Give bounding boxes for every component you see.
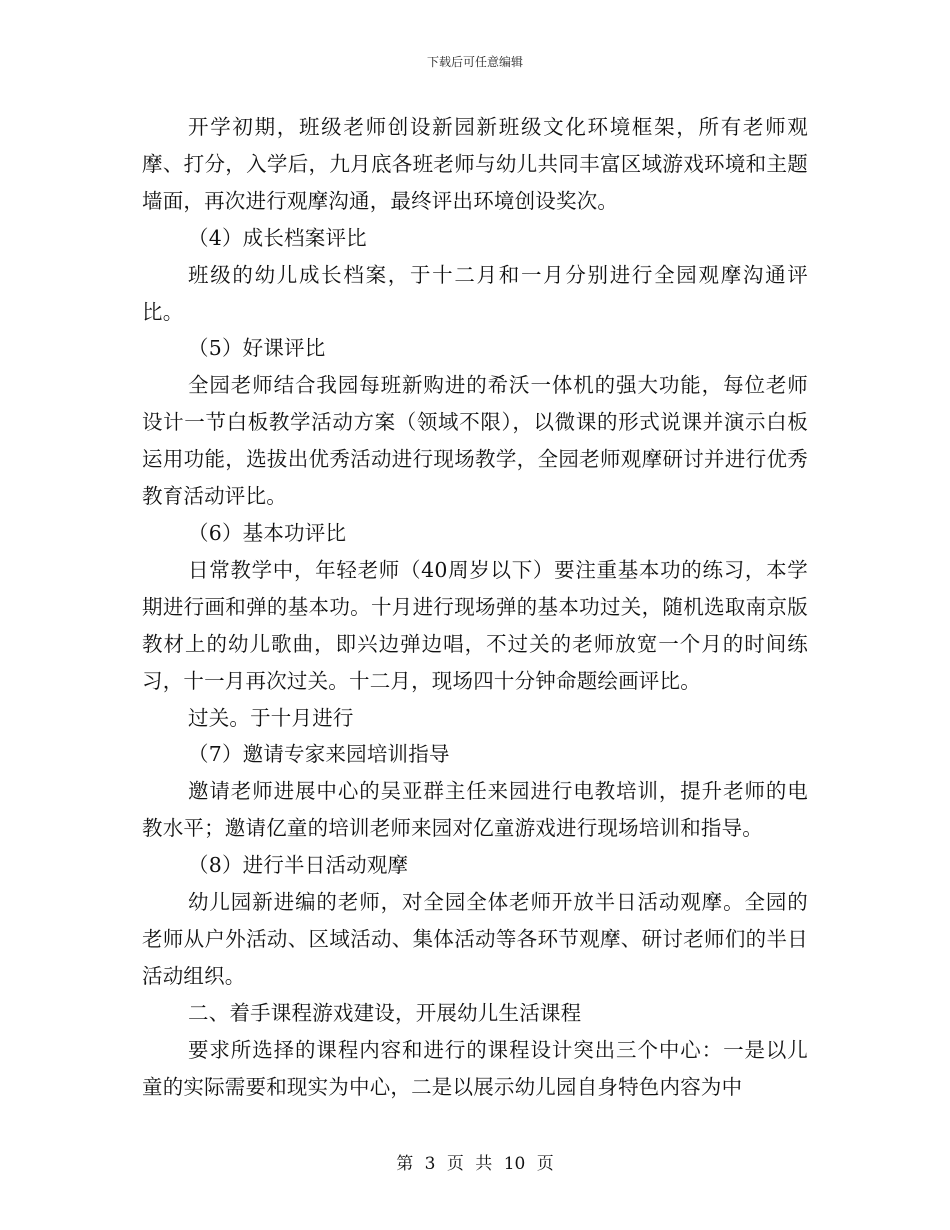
heading-half-day-observation: （8）进行半日活动观摩 [188, 853, 409, 878]
paragraph-good-lesson: 全园老师结合我园每班新购进的希沃一体机的强大功能，每位老师设计一节白板教学活动方案（领域不限），以微课的形式说课并演示白板运用功能，选拔出优秀活动进行现场教学，全园老师观摩研讨并进行优秀教育活动评比。 [142, 373, 808, 509]
paragraph-expert-training: 邀请老师进展中心的吴亚群主任来园进行电教培训，提升老师的电教水平；邀请亿童的培训老师来园对亿童游戏进行现场培训和指导。 [142, 779, 808, 841]
paragraph-half-day-observation: 幼儿园新进编的老师，对全园全体老师开放半日活动观摩。全园的老师从户外活动、区域活动、集体活动等各环节观摩、研讨老师们的半日活动组织。 [142, 890, 808, 988]
paragraph-environment-creation: 开学初期，班级老师创设新园新班级文化环境框架，所有老师观摩、打分，入学后，九月底各班老师与幼儿共同丰富区域游戏环境和主题墙面，再次进行观摩沟通，最终评出环境创设奖次。 [142, 115, 808, 213]
paragraph-basic-skills-note: 过关。于十月进行 [188, 705, 354, 730]
heading-basic-skills: （6）基本功评比 [188, 520, 347, 545]
heading-good-lesson: （5）好课评比 [188, 336, 326, 361]
heading-growth-archive: （4）成长档案评比 [188, 225, 367, 250]
page-footer: 第 3 页 共 10 页 [396, 1154, 554, 1174]
section-heading-curriculum: 二、着手课程游戏建设，开展幼儿生活课程 [188, 1000, 582, 1025]
document-body [142, 109, 808, 1105]
heading-expert-training: （7）邀请专家来园培训指导 [188, 742, 450, 767]
paragraph-basic-skills: 日常教学中，年轻老师（40周岁以下）要注重基本功的练习，本学期进行画和弹的基本功。十月进行现场弹的基本功过关，随机选取南京版教材上的幼儿歌曲，即兴边弹边唱，不过关的老师放宽一个月的时间练习，十一月再次过关。十二月，现场四十分钟命题绘画评比。 [142, 557, 808, 693]
paragraph-curriculum: 要求所选择的课程内容和进行的课程设计突出三个中心：一是以儿童的实际需要和现实为中心，二是以展示幼儿园自身特色内容为中 [142, 1037, 808, 1099]
paragraph-growth-archive: 班级的幼儿成长档案，于十二月和一月分别进行全园观摩沟通评比。 [142, 262, 808, 324]
page-header: 下载后可任意编辑 [426, 55, 523, 69]
